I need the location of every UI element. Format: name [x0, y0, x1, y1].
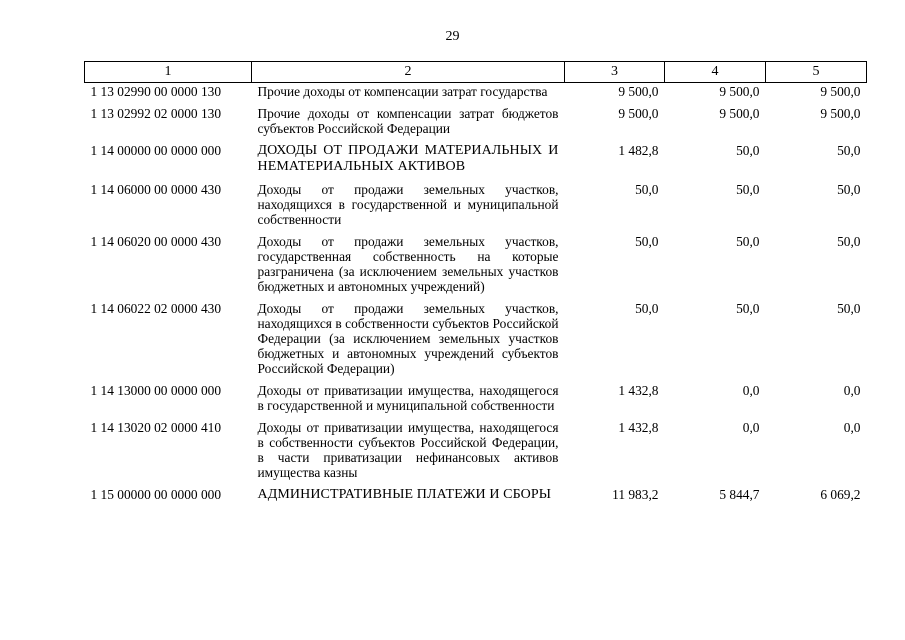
page-number: 29	[445, 29, 460, 44]
revenue-name: Прочие доходы от компенсации затрат бюджетов субъектов Российской Федерации	[257, 106, 559, 136]
table-row	[85, 419, 867, 486]
table-row	[85, 83, 867, 106]
value-col-5: 0,0	[843, 420, 861, 435]
value-col-5: 6 069,2	[820, 487, 861, 502]
budget-code: 1 14 06020 00 0000 430	[90, 234, 222, 249]
value-col-3: 1 432,8	[618, 383, 659, 398]
value-col-4: 50,0	[736, 301, 760, 316]
revenue-name: Доходы от приватизации имущества, находящегося в государственной и муниципальной собственности	[257, 383, 559, 413]
budget-code: 1 14 13000 00 0000 000	[90, 383, 222, 398]
header-col-5: 5	[766, 62, 867, 83]
value-col-3: 1 482,8	[618, 143, 659, 158]
value-col-3: 50,0	[635, 234, 659, 249]
value-col-5: 50,0	[837, 234, 861, 249]
value-col-3: 50,0	[635, 301, 659, 316]
revenue-name: АДМИНИСТРАТИВНЫЕ ПЛАТЕЖИ И СБОРЫ	[257, 487, 552, 502]
value-col-5: 50,0	[837, 301, 861, 316]
value-col-3: 11 983,2	[612, 487, 659, 502]
table-row	[85, 382, 867, 419]
value-col-4: 50,0	[736, 182, 760, 197]
revenue-name: Доходы от приватизации имущества, находящегося в собственности субъектов Российской Федерации, в части приватизации нефинансовых активов имущества казны	[257, 420, 559, 480]
value-col-5: 50,0	[837, 143, 861, 158]
table-row	[85, 233, 867, 300]
budget-code: 1 14 06022 02 0000 430	[90, 301, 222, 316]
value-col-4: 0,0	[742, 383, 760, 398]
budget-code: 1 14 00000 00 0000 000	[90, 143, 222, 158]
budget-code: 1 14 06000 00 0000 430	[90, 182, 222, 197]
header-col-2: 2	[252, 62, 565, 83]
value-col-3: 9 500,0	[618, 84, 659, 99]
header-col-1: 1	[85, 62, 252, 83]
value-col-4: 9 500,0	[719, 106, 760, 121]
value-col-3: 9 500,0	[618, 106, 659, 121]
value-col-4: 5 844,7	[719, 487, 760, 502]
table-row	[85, 486, 867, 509]
header-col-4: 4	[665, 62, 766, 83]
value-col-4: 50,0	[736, 143, 760, 158]
value-col-5: 0,0	[843, 383, 861, 398]
budget-code: 1 13 02992 02 0000 130	[90, 106, 222, 121]
value-col-5: 9 500,0	[820, 84, 861, 99]
budget-code: 1 14 13020 02 0000 410	[90, 420, 222, 435]
budget-code: 1 15 00000 00 0000 000	[90, 487, 222, 502]
value-col-3: 50,0	[635, 182, 659, 197]
value-col-4: 0,0	[742, 420, 760, 435]
revenue-name: ДОХОДЫ ОТ ПРОДАЖИ МАТЕРИАЛЬНЫХ И НЕМАТЕРИАЛЬНЫХ АКТИВОВ	[257, 143, 559, 174]
value-col-5: 50,0	[837, 182, 861, 197]
table-row	[85, 105, 867, 142]
budget-code: 1 13 02990 00 0000 130	[90, 84, 222, 99]
value-col-3: 1 432,8	[618, 420, 659, 435]
revenue-table	[84, 61, 867, 509]
revenue-name: Прочие доходы от компенсации затрат государства	[257, 84, 548, 99]
value-col-4: 50,0	[736, 234, 760, 249]
header-col-3: 3	[565, 62, 665, 83]
revenue-name: Доходы от продажи земельных участков, находящихся в собственности субъектов Российской Федерации (за исключением земельных участков бюджетных и автономных учреждений субъектов Российской Федерации)	[257, 301, 559, 376]
value-col-4: 9 500,0	[719, 84, 760, 99]
table-row	[85, 142, 867, 181]
table-row	[85, 300, 867, 382]
revenue-name: Доходы от продажи земельных участков, находящихся в государственной и муниципальной собственности	[257, 182, 559, 227]
table-header-row	[85, 62, 867, 83]
revenue-name: Доходы от продажи земельных участков, государственная собственность на которые разграничена (за исключением земельных участков бюджетных и автономных учреждений)	[257, 234, 559, 294]
table-row	[85, 181, 867, 233]
value-col-5: 9 500,0	[820, 106, 861, 121]
